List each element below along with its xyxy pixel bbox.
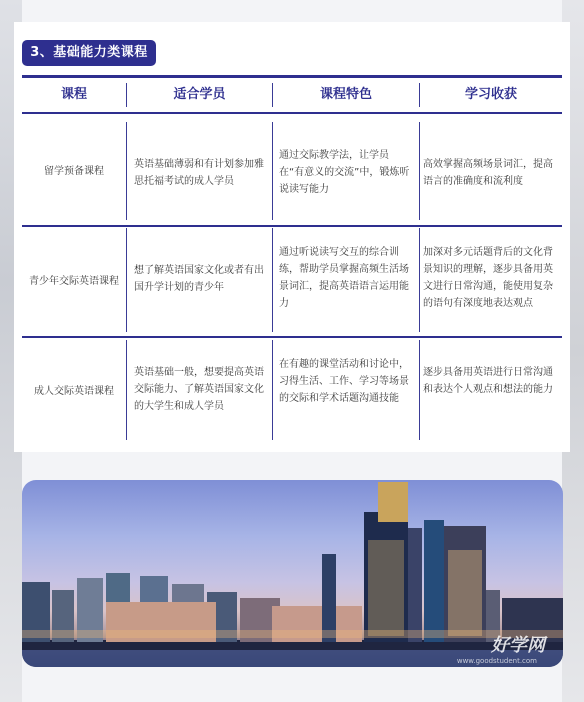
table-row-audience: 想了解英语国家文化或者有出国升学计划的青少年 [134,265,264,293]
table-row-outcomes: 高效掌握高频场景词汇，提高语言的准确度和流利度 [423,159,553,187]
table-row-outcomes: 加深对多元话题背后的文化背景知识的理解，逐步具备用英文进行日常沟通，能使用复杂的语句有深度地表达观点 [423,247,553,309]
row-divider [126,340,127,440]
watermark-logo: 好学网 [491,635,545,656]
row-separator [22,336,562,338]
table-row-audience: 英语基础薄弱和有计划参加雅思托福考试的成人学员 [134,159,264,187]
row-divider [272,340,273,440]
row-separator [22,225,562,227]
skyline-illustration [22,480,563,667]
watermark-url: www.goodstudent.com [456,657,537,665]
table-header-rule [22,112,562,114]
city-skyline-image [22,480,563,667]
table-top-rule [22,75,562,78]
table-row-features: 通过听说读写交互的综合训练，帮助学员掌握高频生活场景词汇，提高英语语言运用能力 [279,247,409,309]
header-divider [126,83,127,107]
row-divider [272,228,273,332]
section-title: 3、基础能力类课程 [22,40,156,66]
table-row-outcomes: 逐步具备用英语进行日常沟通和表达个人观点和想法的能力 [423,367,553,395]
table-row-course: 成人交际英语课程 [34,385,114,397]
table-row-course: 留学预备课程 [44,165,104,177]
header-features: 课程特色 [319,87,372,102]
table-row-features: 通过交际教学法，让学员在“有意义的交流”中，锻炼听说读写能力 [279,150,410,195]
header-outcomes: 学习收获 [464,87,517,102]
row-divider [419,228,420,332]
row-divider [419,340,420,440]
header-divider [272,83,273,107]
row-divider [126,122,127,220]
header-course: 课程 [60,87,87,102]
row-divider [419,122,420,220]
header-audience: 适合学员 [173,87,226,102]
row-divider [126,228,127,332]
row-divider [272,122,273,220]
table-row-features: 在有趣的课堂活动和讨论中，习得生活、工作、学习等场景的交际和学术话题沟通技能 [279,359,409,404]
header-divider [419,83,420,107]
table-row-audience: 英语基础一般，想要提高英语交际能力、了解英语国家文化的大学生和成人学员 [134,367,264,412]
table-row-course: 青少年交际英语课程 [29,275,119,287]
